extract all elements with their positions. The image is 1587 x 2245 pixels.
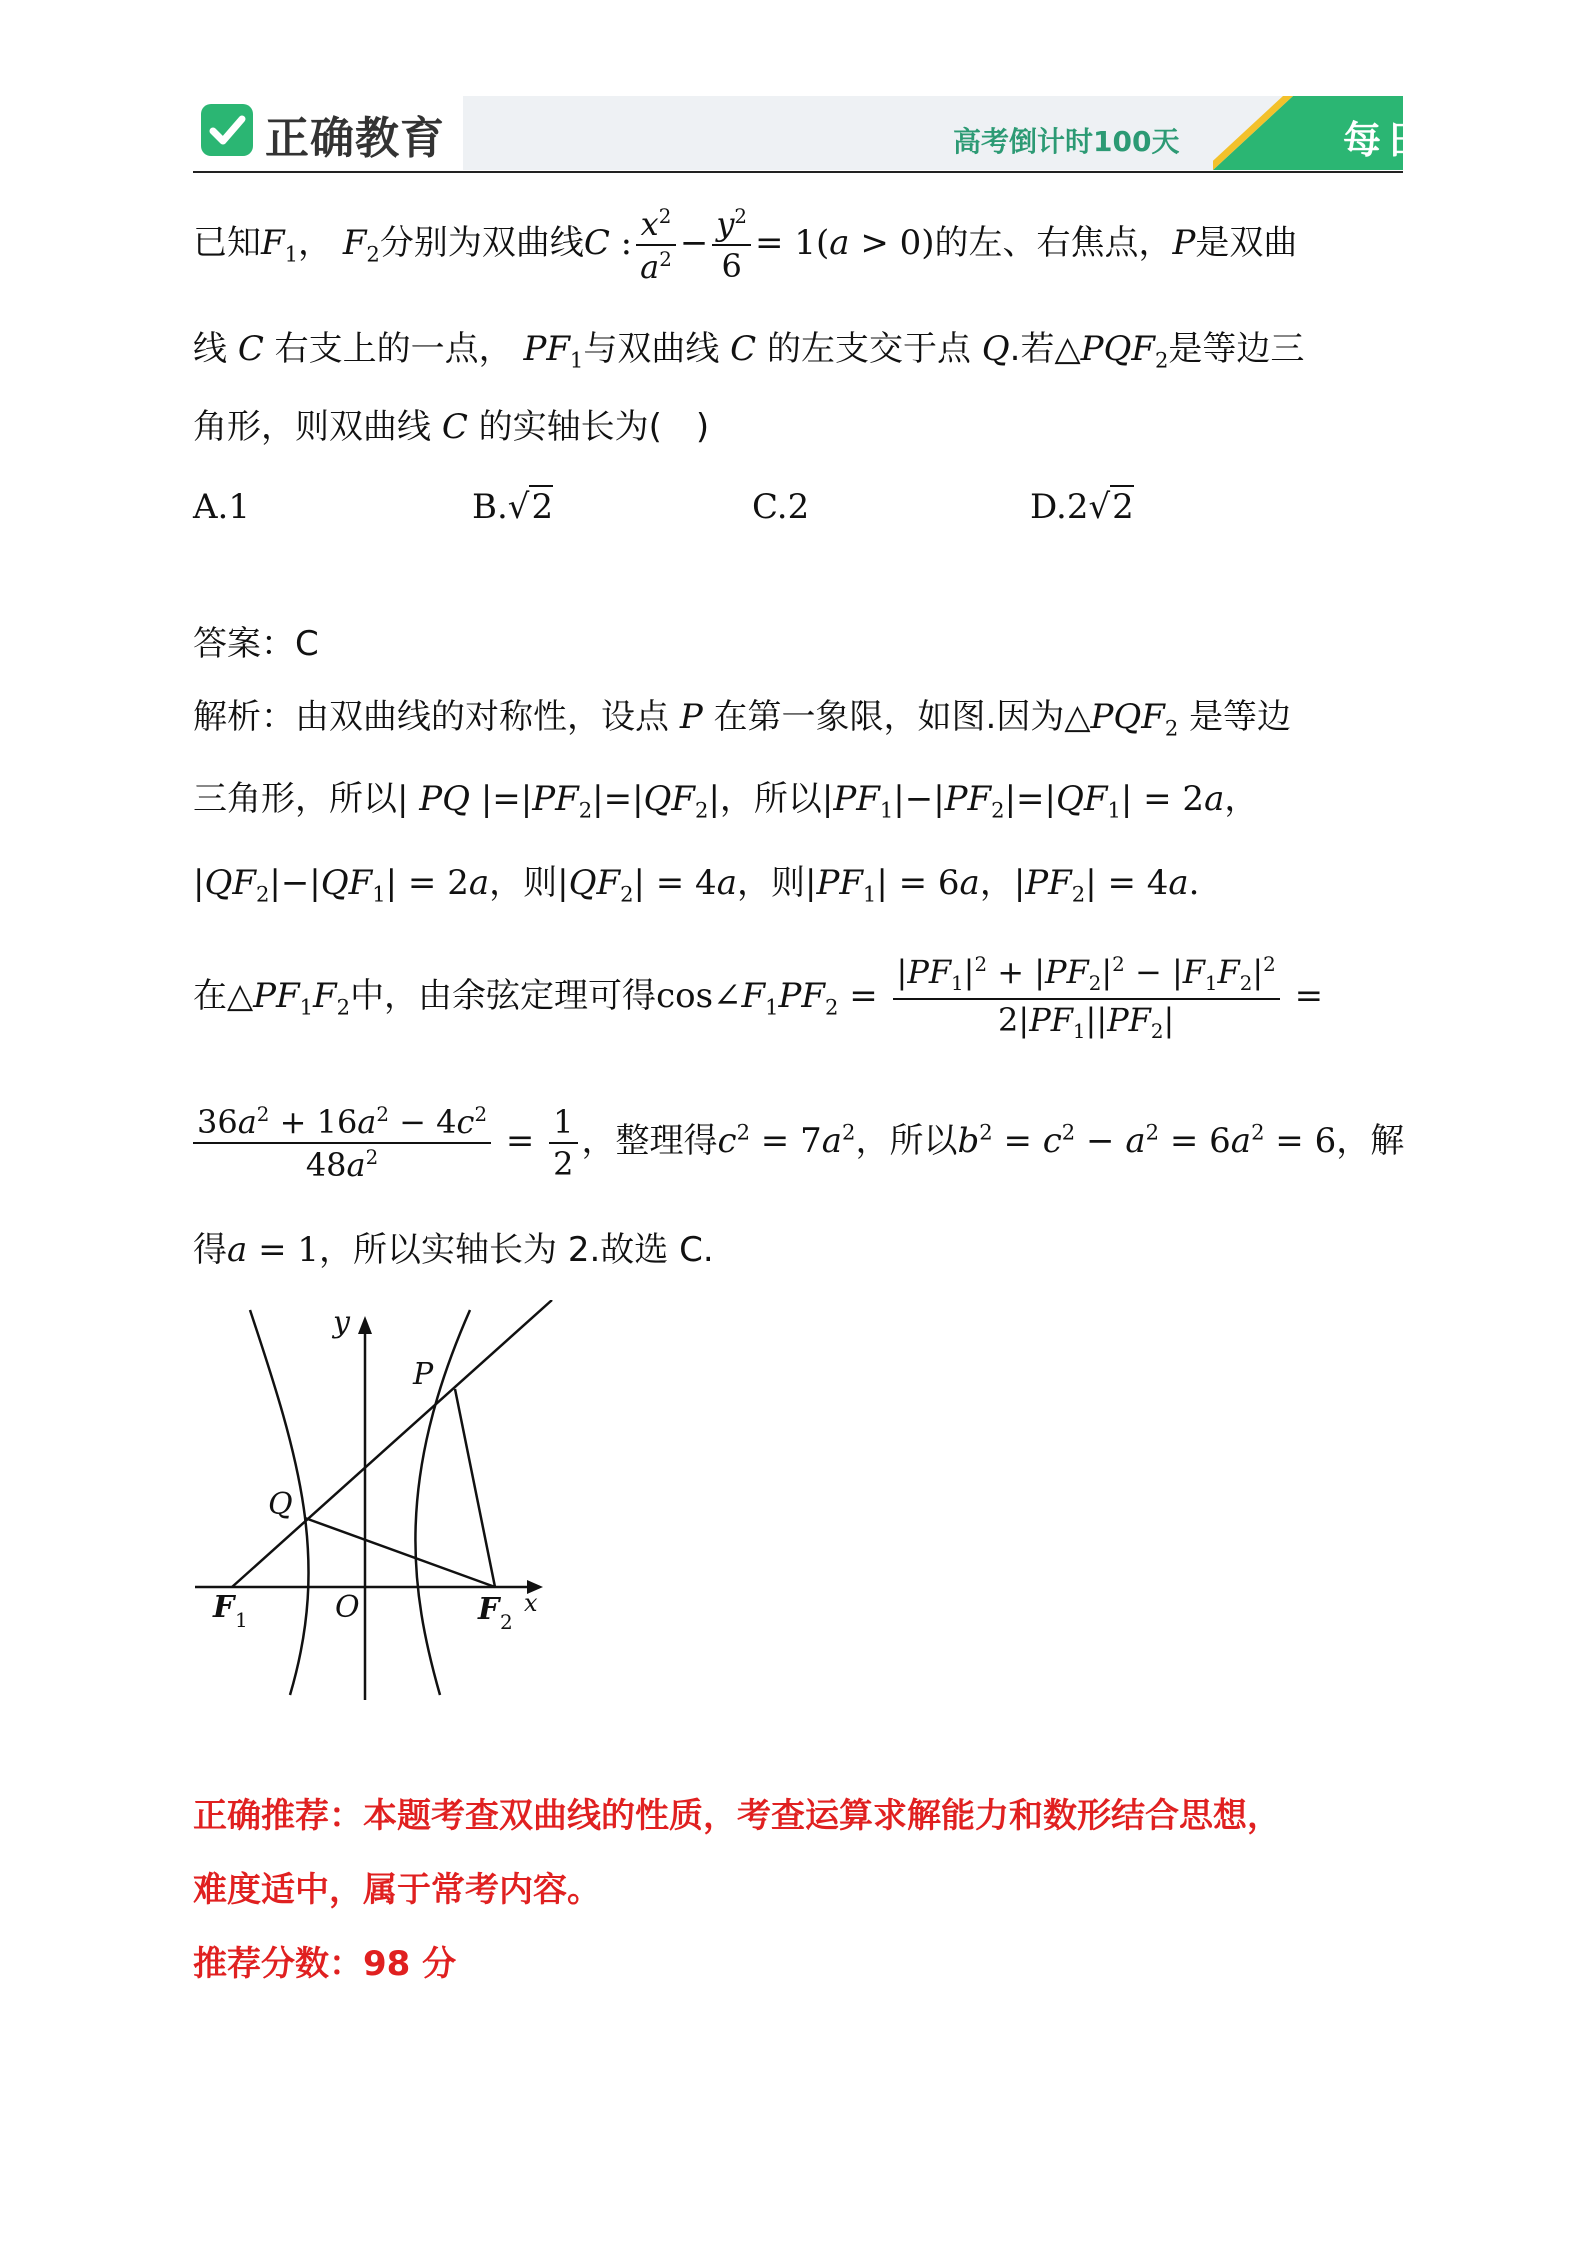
solution-line-4: 在$\triangle PF_1F_2$中，由余弦定理可得$\cos\angle F_1PF_2$ = $\frac{|PF_1|^2 + |PF_2|^2 - |F_1F_2|^2}{2|PF_1||PF_2|}$ = (193, 952, 1324, 1043)
solution-line-2: 三角形，所以| PQ $|=|PF_2|=|QF_2|$，所以$|PF_1|-|PF_2|=|QF_1| = 2a$， (193, 779, 1259, 823)
text: 是双曲 (1195, 222, 1298, 263)
header-banner (193, 96, 1516, 170)
text: ，所以 (719, 779, 822, 819)
text: 线 (193, 329, 227, 369)
brand-name: 正确教育 (265, 113, 445, 164)
text: 的左支交于点 (766, 329, 971, 369)
header-divider (193, 171, 1403, 173)
text: ， (1224, 779, 1259, 819)
x-label: x (524, 1589, 538, 1617)
option-d-label: D.2 (1030, 487, 1089, 527)
recommend-score: 推荐分数：98 分 (193, 1944, 457, 1984)
text: ，则 (736, 863, 805, 903)
text: 角形，则双曲线 (193, 407, 431, 447)
text: 在 (193, 976, 227, 1017)
option-b: B.√2 (472, 487, 554, 527)
text: 解析：由双曲线的对称性，设点 (193, 697, 669, 737)
solution-line-5: $\frac{36a^2 + 16a^2 - 4c^2}{48a^2}$ = $\frac{1}{2}$ ，整理得$c^2 = 7a^2$，所以$b^2 = c^2 - a^2 = 6a^2 = 6$，解 (193, 1105, 1404, 1181)
text: 得 (193, 1230, 227, 1270)
text: 是等边三 (1168, 329, 1305, 369)
y-label: y (333, 1305, 350, 1340)
segment-q-f2 (305, 1518, 495, 1587)
recommend-line-2: 难度适中，属于常考内容。 (193, 1870, 601, 1910)
text: 的左、右焦点， (934, 222, 1173, 263)
question-line-2: 线 C 右支上的一点， $PF_1$与双曲线 C 的左支交于点 Q.若$\triangle PQF_2$是等边三 (193, 329, 1305, 373)
f1-subscript: 1 (235, 1608, 248, 1632)
y-axis-arrow (358, 1316, 372, 1334)
option-d: D.2√2 (1030, 487, 1134, 527)
p-label: P (413, 1357, 434, 1392)
solution-line-6: 得a = 1，所以实轴长为 2.故选 C. (193, 1230, 714, 1270)
text: 分别为双曲线 (379, 222, 584, 263)
text: 与双曲线 (583, 329, 720, 369)
line-f1-p (232, 1300, 552, 1587)
text: ，所以 (855, 1120, 958, 1161)
text: ，所以实轴长为 2.故选 C. (319, 1230, 714, 1270)
text: ， (979, 863, 1014, 903)
option-b-label: B. (472, 487, 508, 527)
origin-label: O (335, 1590, 360, 1625)
recommend-line-1: 正确推荐：本题考查双曲线的性质，考查运算求解能力和数形结合思想， (193, 1796, 1281, 1836)
text: ，解 (1336, 1120, 1405, 1161)
text: .若 (1009, 329, 1055, 369)
text: 的实轴长为( ) (478, 407, 710, 447)
text: ， (298, 222, 333, 263)
f1-label: F (213, 1590, 235, 1625)
text: 右支上的一点， (274, 329, 513, 369)
text: 已知 (193, 222, 261, 263)
option-a-label: A.1 (193, 487, 250, 527)
hyperbola-figure (190, 1300, 570, 1700)
segment-p-f2 (455, 1389, 495, 1587)
text: 在第一象限，如图.因为 (713, 697, 1065, 737)
brand-logo (193, 96, 463, 170)
option-a (193, 487, 250, 527)
answer-line: 答案：C (193, 624, 319, 664)
text: ，整理得 (581, 1120, 718, 1161)
solution-line-3: $|QF_2|-|QF_1| = 2a$，则$|QF_2| = 4a$，则$|PF_1| = 6a$，$|PF_2| = 4a$. (193, 863, 1200, 907)
daily-label: 每日一题 (1343, 118, 1516, 162)
text: ，则 (489, 863, 558, 903)
text: 三角形，所以 (193, 779, 397, 819)
text: 中，由余弦定理可得 (350, 976, 657, 1017)
f2-subscript: 2 (500, 1610, 513, 1634)
check-icon (201, 104, 253, 156)
option-c-label: C.2 (752, 487, 810, 527)
text: 是等边 (1189, 697, 1292, 737)
f2-label: F (478, 1592, 500, 1627)
countdown-label: 高考倒计时100天 (953, 125, 1180, 158)
question-line-1: 已知$F_1$， $F_2$分别为双曲线C : $\frac{x^2}{a^2}$ − $\frac{y^2}{6}$ = 1(a > 0)的左、右焦点，P是双曲 (193, 204, 1298, 286)
solution-line-1: 解析：由双曲线的对称性，设点 P 在第一象限，如图.因为$\triangle PQF_2$ 是等边 (193, 697, 1292, 741)
q-label: Q (268, 1487, 293, 1522)
question-line-3: 角形，则双曲线 C 的实轴长为( ) (193, 407, 710, 447)
option-c (752, 487, 810, 527)
